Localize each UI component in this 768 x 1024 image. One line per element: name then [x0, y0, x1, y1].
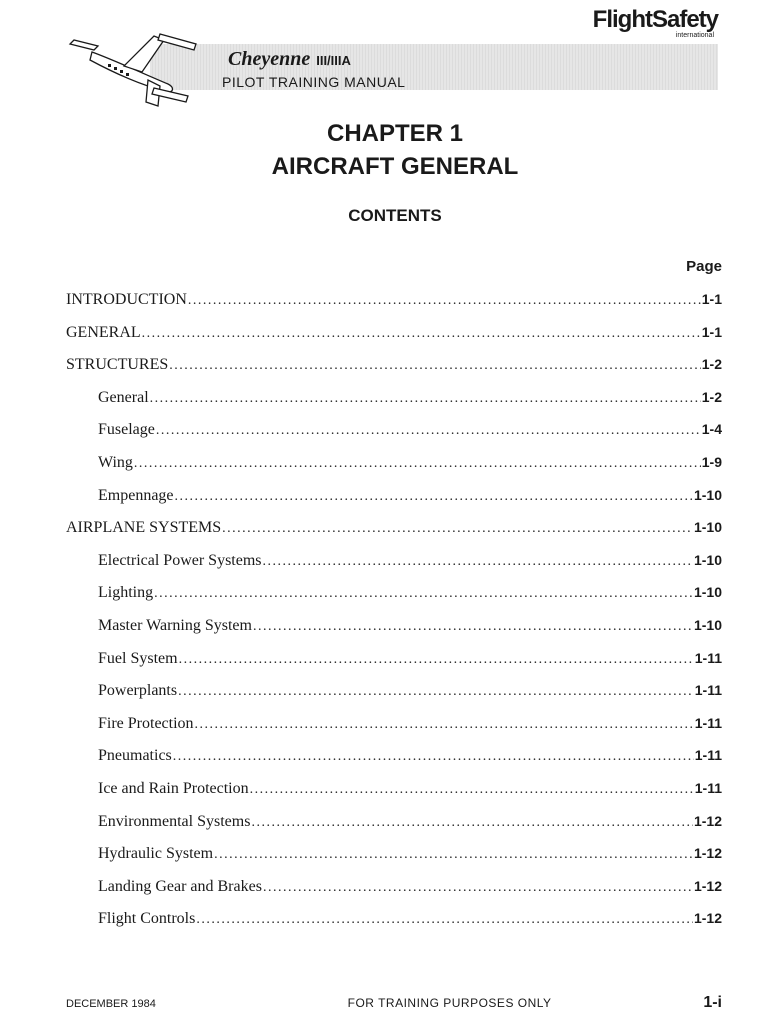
chapter-title: AIRCRAFT GENERAL [271, 153, 519, 180]
toc-entry [66, 874, 722, 907]
toc-leader-dots [154, 582, 693, 606]
toc-entry-title: Fuel System [98, 649, 178, 667]
toc-entry-page: 1-10 [693, 519, 722, 536]
toc-entry [66, 385, 722, 418]
toc-entry-title: Hydraulic System [98, 845, 214, 863]
model-variant: III/IIIA [316, 53, 351, 68]
toc-entry-page: 1-10 [693, 584, 722, 601]
toc-leader-dots [142, 322, 701, 346]
toc-entry-page: 1-2 [701, 356, 722, 373]
toc-entry-page: 1-9 [701, 453, 722, 470]
toc-entry-page: 1-10 [693, 616, 722, 633]
toc-entry [66, 906, 722, 939]
toc-entry-title: Fuselage [98, 421, 155, 439]
toc-entry [66, 417, 722, 450]
toc-entry [66, 515, 722, 548]
toc-leader-dots [173, 745, 694, 769]
toc-entry [66, 450, 722, 483]
footer [66, 994, 722, 1012]
toc-entry-page: 1-1 [701, 291, 722, 307]
toc-entry-page: 1-11 [694, 714, 722, 731]
toc-entry [66, 613, 722, 646]
toc-entry-title: Environmental Systems [98, 812, 251, 830]
toc-entry [66, 841, 722, 874]
toc-leader-dots [263, 876, 693, 900]
brand-name: FlightSafety [592, 6, 718, 33]
toc-entry-title: Electrical Power Systems [98, 551, 262, 569]
model-name: Cheyenne [228, 48, 311, 70]
footer-notice: FOR TRAINING PURPOSES ONLY [347, 996, 552, 1010]
toc-entry-page: 1-12 [693, 910, 722, 927]
chapter-number: CHAPTER 1 [326, 120, 464, 147]
toc-leader-dots [263, 550, 693, 574]
toc-entry [66, 646, 722, 679]
contents-heading: CONTENTS [348, 206, 442, 225]
toc-entry-page: 1-1 [701, 323, 722, 340]
page-column-heading: Page [686, 258, 722, 275]
toc-leader-dots [169, 354, 701, 378]
toc-entry-title: Flight Controls [98, 910, 196, 928]
airplane-icon [64, 22, 204, 114]
toc-entry [66, 711, 722, 744]
toc-leader-dots [188, 289, 701, 313]
toc-entry [66, 678, 722, 711]
toc-leader-dots [175, 485, 693, 509]
toc-entry-title: STRUCTURES [66, 356, 169, 374]
toc-entry-page: 1-12 [693, 877, 722, 894]
toc-leader-dots [134, 452, 701, 476]
toc-leader-dots [150, 387, 701, 411]
toc-leader-dots [179, 648, 694, 672]
toc-entry-page: 1-11 [694, 682, 722, 699]
toc-entry [66, 352, 722, 385]
toc-entry-page: 1-10 [693, 486, 722, 503]
toc-leader-dots [156, 419, 701, 443]
toc-entry-title: Powerplants [98, 682, 178, 700]
toc-entry-title: General [98, 388, 149, 406]
table-of-contents [66, 287, 722, 939]
toc-entry-title: Lighting [98, 584, 154, 602]
toc-entry [66, 320, 722, 353]
toc-leader-dots [222, 517, 693, 541]
brand-logo [593, 8, 718, 40]
brand-subtitle: international [675, 32, 714, 39]
toc-entry-title: Pneumatics [98, 747, 172, 765]
toc-entry-title: Fire Protection [98, 714, 194, 732]
toc-leader-dots [251, 811, 693, 835]
toc-entry-title: Ice and Rain Protection [98, 779, 249, 797]
footer-page-number: 1-i [703, 994, 722, 1011]
toc-entry-title: AIRPLANE SYSTEMS [66, 519, 222, 537]
toc-entry [66, 809, 722, 842]
toc-entry-page: 1-10 [693, 551, 722, 568]
toc-entry [66, 483, 722, 516]
toc-entry-title: INTRODUCTION [66, 291, 187, 308]
toc-entry [66, 287, 722, 320]
toc-entry-page: 1-11 [694, 779, 722, 796]
toc-entry [66, 776, 722, 809]
toc-leader-dots [196, 908, 693, 932]
toc-leader-dots [178, 680, 694, 704]
toc-entry-title: Master Warning System [98, 616, 252, 634]
toc-entry-page: 1-2 [701, 388, 722, 405]
toc-entry-title: Empennage [98, 486, 174, 504]
toc-leader-dots [214, 843, 693, 867]
toc-entry-title: Landing Gear and Brakes [98, 877, 262, 895]
toc-entry-page: 1-12 [693, 812, 722, 829]
toc-entry-page: 1-11 [694, 649, 722, 666]
toc-entry-page: 1-11 [694, 747, 722, 764]
toc-entry [66, 743, 722, 776]
toc-entry-title: Wing [98, 453, 133, 471]
toc-leader-dots [253, 615, 693, 639]
toc-entry [66, 548, 722, 581]
toc-entry-title: GENERAL [66, 323, 141, 341]
toc-leader-dots [195, 713, 694, 737]
manual-title: PILOT TRAINING MANUAL [222, 74, 406, 90]
toc-entry [66, 580, 722, 613]
toc-entry-page: 1-4 [701, 421, 722, 438]
model-logo [228, 48, 351, 72]
footer-date: DECEMBER 1984 [66, 998, 156, 1010]
toc-leader-dots [250, 778, 694, 802]
toc-entry-page: 1-12 [693, 845, 722, 862]
